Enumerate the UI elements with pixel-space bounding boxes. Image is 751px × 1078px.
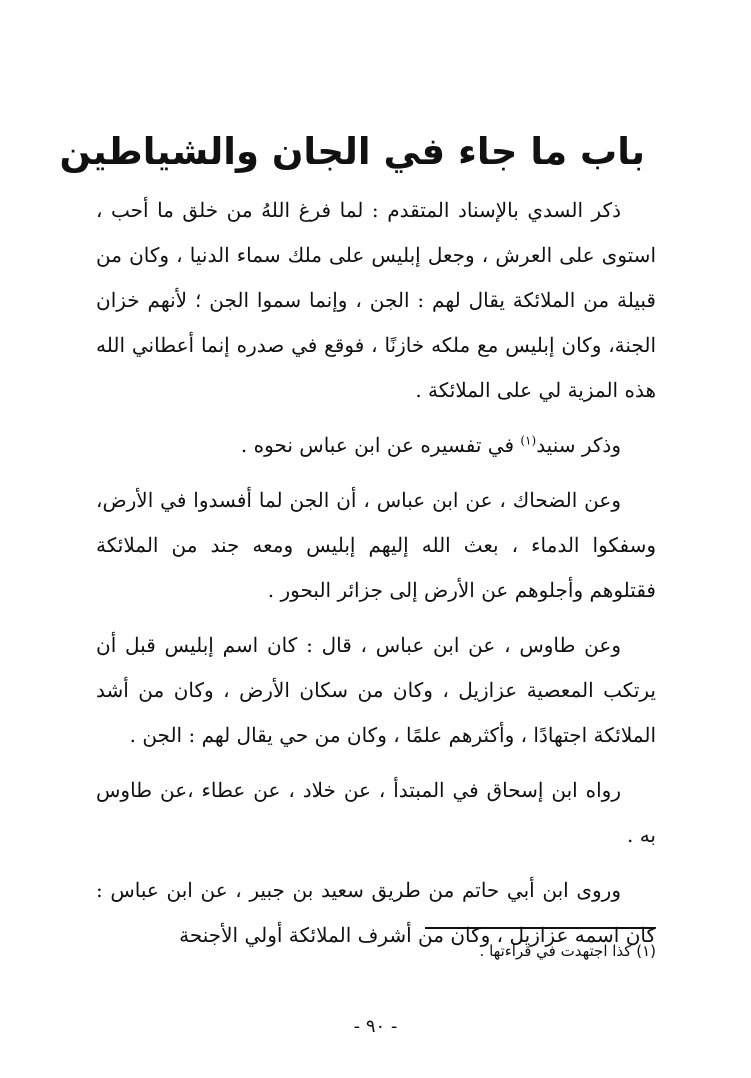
body-text <box>96 188 656 958</box>
paragraph-1: ذكر السدي بالإسناد المتقدم : لما فرغ اللهُ من خلق ما أحب ، استوى على العرش ، وجعل إبليس على ملك سماء الدنيا ، وكان من قبيلة من الملائكة يقال لهم : الجن ، وإنما سموا الجن ؛ لأنهم خزان الجنة، وكان إبليس مع ملكه خازنًا ، فوقع في صدره إنما أعطاني الله هذه المزية لي على الملائكة . <box>96 198 656 402</box>
paragraph-2 <box>96 423 656 468</box>
footnote-separator <box>425 927 655 929</box>
paragraph-3: وعن الضحاك ، عن ابن عباس ، أن الجن لما أفسدوا في الأرض، وسفكوا الدماء ، بعث الله إليهم إبليس ومعه جند من الملائكة فقتلوهم وأجلوهم عن الأرض إلى جزائر البحور . <box>96 488 656 602</box>
page-number: - ٩٠ - <box>353 1016 398 1037</box>
paragraph-2-start: وذكر سنيد <box>536 433 621 457</box>
chapter-title: باب ما جاء في الجان والشياطين <box>59 130 645 173</box>
footnote: (١) كذا اجتهدت في قراءتها . <box>479 942 656 960</box>
paragraph-6: وروى ابن أبي حاتم من طريق سعيد بن جبير ، عن ابن عباس : كان اسمه عزازيل ، وكان من أشرف الملائكة أولي الأجنحة <box>96 878 656 947</box>
paragraph-2-end: في تفسيره عن ابن عباس نحوه . <box>240 433 521 457</box>
footnote-reference: (١) <box>520 433 537 448</box>
paragraph-4: وعن طاوس ، عن ابن عباس ، قال : كان اسم إبليس قبل أن يرتكب المعصية عزازيل ، وكان من سكان الأرض ، وكان من أشد الملائكة اجتهادًا ، وأكثرهم علمًا ، وكان من حي يقال لهم : الجن . <box>96 633 656 747</box>
paragraph-5: رواه ابن إسحاق في المبتدأ ، عن خلاد ، عن عطاء ،عن طاوس به . <box>96 778 656 847</box>
